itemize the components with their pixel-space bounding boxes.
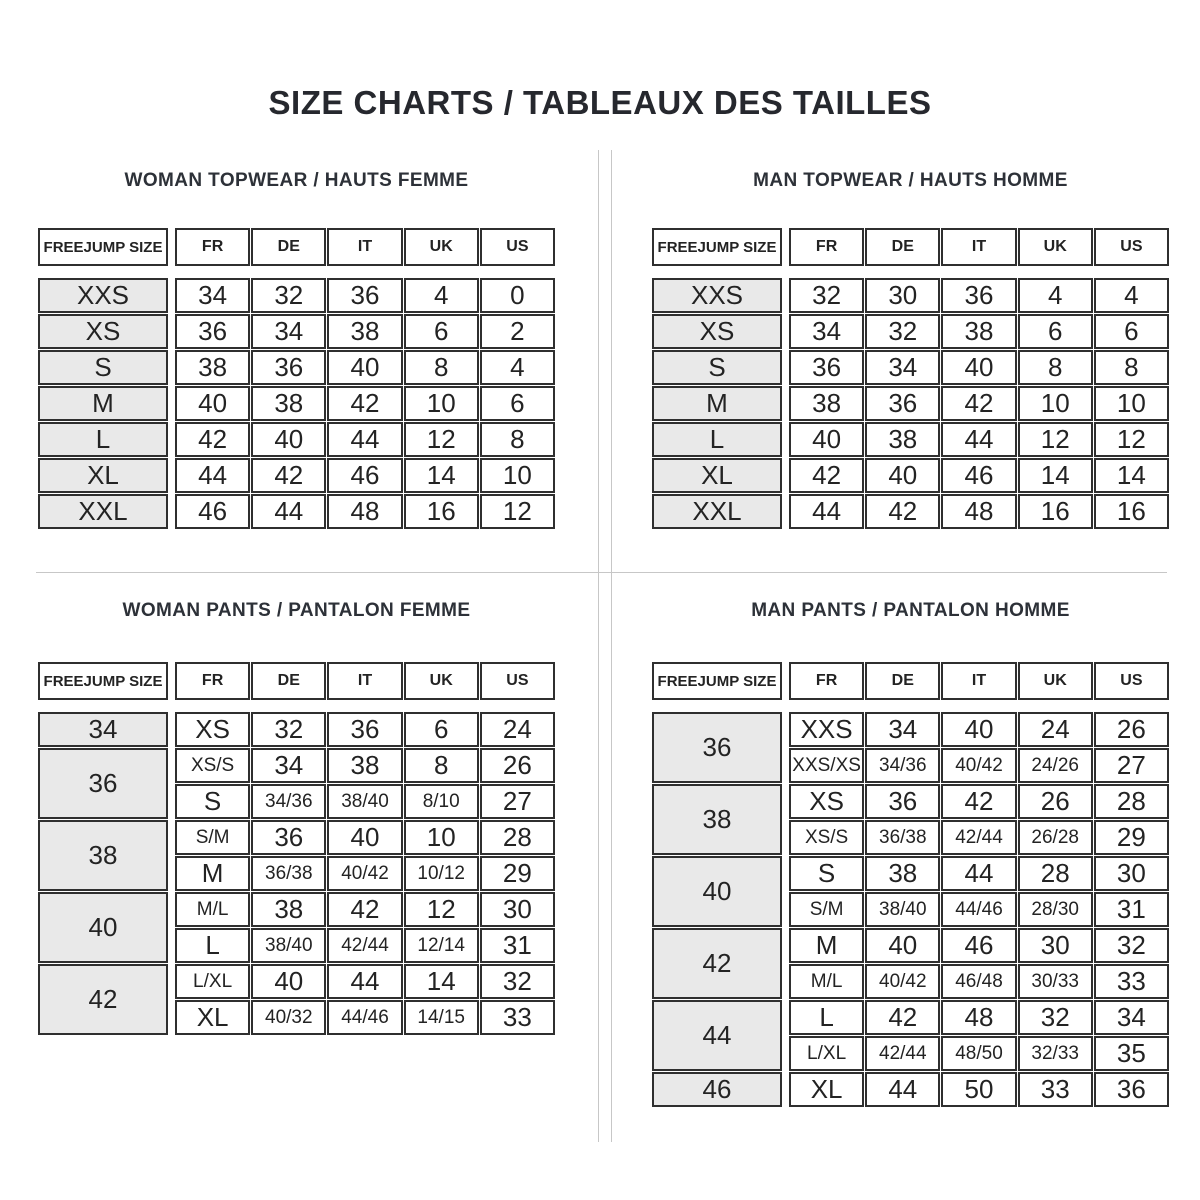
horizontal-divider bbox=[36, 572, 1167, 573]
table-cell: 8 bbox=[480, 422, 555, 457]
table-cell: 34 bbox=[251, 314, 326, 349]
size-table-man-topwear bbox=[652, 228, 1169, 529]
table-cell: 10 bbox=[404, 820, 479, 855]
section-man-topwear bbox=[652, 170, 1169, 529]
table-cell: 14 bbox=[404, 458, 479, 493]
table-body bbox=[175, 712, 555, 1035]
freejump-size-column bbox=[652, 278, 782, 529]
column-header-us: US bbox=[1094, 228, 1169, 266]
column-header-us: US bbox=[480, 228, 555, 266]
table-cell: 14 bbox=[404, 964, 479, 999]
column-header-us: US bbox=[1094, 662, 1169, 700]
table-cell: 16 bbox=[404, 494, 479, 529]
column-header-uk: UK bbox=[404, 228, 479, 266]
table-cell: 42/44 bbox=[941, 820, 1016, 855]
table-cell: 40 bbox=[789, 422, 864, 457]
table-cell: 34 bbox=[251, 748, 326, 783]
table-cell: 40/42 bbox=[865, 964, 940, 999]
table-cell: 40/32 bbox=[251, 1000, 326, 1035]
table-cell: 42/44 bbox=[865, 1036, 940, 1071]
column-header-de: DE bbox=[865, 662, 940, 700]
table-cell: 28/30 bbox=[1018, 892, 1093, 927]
table-cell: 10/12 bbox=[404, 856, 479, 891]
table-cell: 16 bbox=[1094, 494, 1169, 529]
table-cell: 12 bbox=[1094, 422, 1169, 457]
size-cell: M bbox=[38, 386, 168, 421]
table-cell: 44 bbox=[327, 422, 402, 457]
table-cell: 6 bbox=[404, 314, 479, 349]
table-cell: 33 bbox=[480, 1000, 555, 1035]
table-cell: 40 bbox=[865, 458, 940, 493]
vertical-divider-left bbox=[598, 150, 599, 1142]
size-cell: XXS bbox=[38, 278, 168, 313]
column-header-de: DE bbox=[251, 228, 326, 266]
table-cell: XL bbox=[789, 1072, 864, 1107]
table-cell: 14 bbox=[1018, 458, 1093, 493]
column-header-uk: UK bbox=[404, 662, 479, 700]
table-cell: 36 bbox=[327, 712, 402, 747]
section-woman-topwear bbox=[38, 170, 555, 529]
table-cell: 36 bbox=[175, 314, 250, 349]
table-cell: 44/46 bbox=[941, 892, 1016, 927]
table-cell: S/M bbox=[789, 892, 864, 927]
column-header-fr: FR bbox=[789, 662, 864, 700]
table-cell: 35 bbox=[1094, 1036, 1169, 1071]
column-header-it: IT bbox=[941, 228, 1016, 266]
table-cell: 31 bbox=[480, 928, 555, 963]
table-cell: 32 bbox=[789, 278, 864, 313]
table-cell: 38 bbox=[251, 386, 326, 421]
table-cell: 34/36 bbox=[251, 784, 326, 819]
table-cell: 29 bbox=[480, 856, 555, 891]
table-cell: 4 bbox=[480, 350, 555, 385]
table-cell: 6 bbox=[480, 386, 555, 421]
table-cell: 34 bbox=[175, 278, 250, 313]
freejump-size-column bbox=[38, 712, 168, 1035]
table-cell: 38 bbox=[941, 314, 1016, 349]
table-cell: M bbox=[789, 928, 864, 963]
table-cell: L/XL bbox=[789, 1036, 864, 1071]
table-cell: 10 bbox=[1094, 386, 1169, 421]
table-cell: 32/33 bbox=[1018, 1036, 1093, 1071]
table-cell: 38 bbox=[327, 748, 402, 783]
size-cell: L bbox=[38, 422, 168, 457]
table-cell: 36 bbox=[865, 386, 940, 421]
table-cell: 33 bbox=[1094, 964, 1169, 999]
size-cell: XL bbox=[38, 458, 168, 493]
table-cell: 4 bbox=[1018, 278, 1093, 313]
section-title-woman-pants: WOMAN PANTS / PANTALON FEMME bbox=[122, 600, 471, 621]
table-cell: 12 bbox=[404, 892, 479, 927]
table-cell: 44 bbox=[251, 494, 326, 529]
table-cell: 30 bbox=[480, 892, 555, 927]
table-cell: 42 bbox=[327, 386, 402, 421]
size-cell: 34 bbox=[38, 712, 168, 747]
size-cell: 46 bbox=[652, 1072, 782, 1107]
table-cell: 28 bbox=[1094, 784, 1169, 819]
table-cell: XS/S bbox=[789, 820, 864, 855]
freejump-size-header: FREEJUMP SIZE bbox=[652, 228, 782, 266]
table-cell: 36 bbox=[251, 820, 326, 855]
table-cell: S/M bbox=[175, 820, 250, 855]
table-cell: 38 bbox=[865, 856, 940, 891]
table-cell: M/L bbox=[175, 892, 250, 927]
size-cell: 42 bbox=[38, 964, 168, 1035]
table-cell: 42 bbox=[941, 386, 1016, 421]
table-cell: 46 bbox=[941, 458, 1016, 493]
table-cell: XS bbox=[789, 784, 864, 819]
table-cell: 12 bbox=[480, 494, 555, 529]
table-cell: 31 bbox=[1094, 892, 1169, 927]
table-cell: 44 bbox=[941, 856, 1016, 891]
table-cell: 24 bbox=[1018, 712, 1093, 747]
freejump-size-header: FREEJUMP SIZE bbox=[652, 662, 782, 700]
size-cell: S bbox=[38, 350, 168, 385]
section-title-woman-topwear: WOMAN TOPWEAR / HAUTS FEMME bbox=[124, 170, 469, 191]
table-cell: 36 bbox=[789, 350, 864, 385]
column-header-it: IT bbox=[941, 662, 1016, 700]
table-cell: 32 bbox=[865, 314, 940, 349]
table-cell: 10 bbox=[404, 386, 479, 421]
table-cell: 34 bbox=[865, 350, 940, 385]
table-cell: 32 bbox=[251, 712, 326, 747]
table-cell: 6 bbox=[1018, 314, 1093, 349]
table-cell: 34 bbox=[865, 712, 940, 747]
table-cell: 38 bbox=[175, 350, 250, 385]
table-cell: 42 bbox=[865, 494, 940, 529]
column-header-it: IT bbox=[327, 662, 402, 700]
table-cell: 40 bbox=[251, 422, 326, 457]
table-cell: 40 bbox=[941, 350, 1016, 385]
table-cell: 46 bbox=[941, 928, 1016, 963]
table-cell: 32 bbox=[1018, 1000, 1093, 1035]
table-cell: L/XL bbox=[175, 964, 250, 999]
table-cell: 32 bbox=[251, 278, 326, 313]
column-header-fr: FR bbox=[175, 662, 250, 700]
section-woman-pants bbox=[38, 600, 555, 1035]
table-cell: 4 bbox=[1094, 278, 1169, 313]
table-cell: 6 bbox=[1094, 314, 1169, 349]
table-cell: 10 bbox=[1018, 386, 1093, 421]
freejump-size-column bbox=[38, 278, 168, 529]
table-cell: XS bbox=[175, 712, 250, 747]
size-cell: XS bbox=[652, 314, 782, 349]
table-cell: 40 bbox=[251, 964, 326, 999]
size-cell: XL bbox=[652, 458, 782, 493]
size-cell: S bbox=[652, 350, 782, 385]
table-cell: 42 bbox=[327, 892, 402, 927]
table-cell: 36 bbox=[251, 350, 326, 385]
table-cell: 42/44 bbox=[327, 928, 402, 963]
table-cell: XXS bbox=[789, 712, 864, 747]
table-cell: 44 bbox=[789, 494, 864, 529]
table-cell: XL bbox=[175, 1000, 250, 1035]
table-cell: XXS/XS bbox=[789, 748, 864, 783]
table-cell: 32 bbox=[480, 964, 555, 999]
table-cell: 46 bbox=[175, 494, 250, 529]
table-cell: 26 bbox=[1018, 784, 1093, 819]
table-cell: 30 bbox=[1018, 928, 1093, 963]
table-cell: XS/S bbox=[175, 748, 250, 783]
column-header-row bbox=[175, 662, 555, 700]
table-cell: 27 bbox=[480, 784, 555, 819]
table-cell: 48 bbox=[327, 494, 402, 529]
column-header-row bbox=[175, 228, 555, 266]
table-cell: 2 bbox=[480, 314, 555, 349]
table-cell: 46 bbox=[327, 458, 402, 493]
table-cell: 8 bbox=[404, 350, 479, 385]
table-cell: 44 bbox=[175, 458, 250, 493]
column-header-uk: UK bbox=[1018, 662, 1093, 700]
size-cell: XXS bbox=[652, 278, 782, 313]
table-cell: 27 bbox=[1094, 748, 1169, 783]
table-cell: 38 bbox=[865, 422, 940, 457]
table-cell: 8/10 bbox=[404, 784, 479, 819]
table-cell: 16 bbox=[1018, 494, 1093, 529]
table-cell: S bbox=[175, 784, 250, 819]
table-cell: 38 bbox=[789, 386, 864, 421]
table-cell: 42 bbox=[941, 784, 1016, 819]
table-cell: 36 bbox=[865, 784, 940, 819]
table-cell: 29 bbox=[1094, 820, 1169, 855]
freejump-size-header: FREEJUMP SIZE bbox=[38, 228, 168, 266]
table-cell: 12 bbox=[404, 422, 479, 457]
size-cell: 40 bbox=[38, 892, 168, 963]
table-cell: 12/14 bbox=[404, 928, 479, 963]
table-cell: 40 bbox=[327, 820, 402, 855]
column-header-row bbox=[789, 228, 1169, 266]
table-cell: 40/42 bbox=[941, 748, 1016, 783]
size-cell: L bbox=[652, 422, 782, 457]
column-header-us: US bbox=[480, 662, 555, 700]
table-cell: 10 bbox=[480, 458, 555, 493]
table-cell: 38 bbox=[251, 892, 326, 927]
size-cell: 36 bbox=[38, 748, 168, 819]
table-cell: 46/48 bbox=[941, 964, 1016, 999]
table-cell: 26 bbox=[480, 748, 555, 783]
size-cell: 38 bbox=[652, 784, 782, 855]
table-cell: L bbox=[175, 928, 250, 963]
table-cell: 36 bbox=[327, 278, 402, 313]
table-cell: S bbox=[789, 856, 864, 891]
table-body bbox=[789, 712, 1169, 1107]
size-table-woman-pants bbox=[38, 662, 555, 1035]
table-cell: 44/46 bbox=[327, 1000, 402, 1035]
table-cell: M/L bbox=[789, 964, 864, 999]
column-header-de: DE bbox=[865, 228, 940, 266]
table-cell: 34 bbox=[789, 314, 864, 349]
column-header-it: IT bbox=[327, 228, 402, 266]
table-cell: 36/38 bbox=[865, 820, 940, 855]
table-cell: 40/42 bbox=[327, 856, 402, 891]
table-cell: 12 bbox=[1018, 422, 1093, 457]
freejump-size-header: FREEJUMP SIZE bbox=[38, 662, 168, 700]
table-cell: 38/40 bbox=[865, 892, 940, 927]
table-cell: 38/40 bbox=[251, 928, 326, 963]
table-cell: 24/26 bbox=[1018, 748, 1093, 783]
table-body bbox=[175, 278, 555, 529]
table-cell: M bbox=[175, 856, 250, 891]
column-header-fr: FR bbox=[789, 228, 864, 266]
table-cell: 28 bbox=[480, 820, 555, 855]
table-cell: 30/33 bbox=[1018, 964, 1093, 999]
size-table-man-pants bbox=[652, 662, 1169, 1107]
table-cell: 30 bbox=[1094, 856, 1169, 891]
table-cell: 30 bbox=[865, 278, 940, 313]
size-cell: XXL bbox=[652, 494, 782, 529]
section-title-man-topwear: MAN TOPWEAR / HAUTS HOMME bbox=[753, 170, 1068, 191]
table-cell: 28 bbox=[1018, 856, 1093, 891]
column-header-fr: FR bbox=[175, 228, 250, 266]
section-title-man-pants: MAN PANTS / PANTALON HOMME bbox=[751, 600, 1070, 621]
table-cell: 26/28 bbox=[1018, 820, 1093, 855]
size-cell: M bbox=[652, 386, 782, 421]
size-cell: 40 bbox=[652, 856, 782, 927]
size-cell: 38 bbox=[38, 820, 168, 891]
table-cell: 24 bbox=[480, 712, 555, 747]
table-cell: 38 bbox=[327, 314, 402, 349]
size-cell: XS bbox=[38, 314, 168, 349]
table-cell: 50 bbox=[941, 1072, 1016, 1107]
table-body bbox=[789, 278, 1169, 529]
page-title: SIZE CHARTS / TABLEAUX DES TAILLES bbox=[268, 84, 932, 121]
table-cell: 4 bbox=[404, 278, 479, 313]
size-cell: 44 bbox=[652, 1000, 782, 1071]
table-cell: 36 bbox=[1094, 1072, 1169, 1107]
table-cell: 40 bbox=[175, 386, 250, 421]
table-cell: 26 bbox=[1094, 712, 1169, 747]
table-cell: 44 bbox=[327, 964, 402, 999]
table-cell: 38/40 bbox=[327, 784, 402, 819]
section-man-pants bbox=[652, 600, 1169, 1107]
table-cell: 8 bbox=[404, 748, 479, 783]
table-cell: 34/36 bbox=[865, 748, 940, 783]
table-cell: 48 bbox=[941, 1000, 1016, 1035]
table-cell: 40 bbox=[865, 928, 940, 963]
size-cell: 42 bbox=[652, 928, 782, 999]
table-cell: 32 bbox=[1094, 928, 1169, 963]
table-cell: 8 bbox=[1094, 350, 1169, 385]
table-cell: 40 bbox=[941, 712, 1016, 747]
table-cell: L bbox=[789, 1000, 864, 1035]
table-cell: 14/15 bbox=[404, 1000, 479, 1035]
table-cell: 44 bbox=[941, 422, 1016, 457]
freejump-size-column bbox=[652, 712, 782, 1107]
table-cell: 8 bbox=[1018, 350, 1093, 385]
size-cell: XXL bbox=[38, 494, 168, 529]
table-cell: 42 bbox=[789, 458, 864, 493]
table-cell: 42 bbox=[175, 422, 250, 457]
column-header-row bbox=[789, 662, 1169, 700]
table-cell: 42 bbox=[251, 458, 326, 493]
table-cell: 6 bbox=[404, 712, 479, 747]
table-cell: 48 bbox=[941, 494, 1016, 529]
size-cell: 36 bbox=[652, 712, 782, 783]
table-cell: 0 bbox=[480, 278, 555, 313]
table-cell: 33 bbox=[1018, 1072, 1093, 1107]
column-header-de: DE bbox=[251, 662, 326, 700]
table-cell: 36/38 bbox=[251, 856, 326, 891]
table-cell: 44 bbox=[865, 1072, 940, 1107]
table-cell: 36 bbox=[941, 278, 1016, 313]
table-cell: 48/50 bbox=[941, 1036, 1016, 1071]
table-cell: 40 bbox=[327, 350, 402, 385]
table-cell: 42 bbox=[865, 1000, 940, 1035]
table-cell: 34 bbox=[1094, 1000, 1169, 1035]
column-header-uk: UK bbox=[1018, 228, 1093, 266]
table-cell: 14 bbox=[1094, 458, 1169, 493]
vertical-divider-right bbox=[611, 150, 612, 1142]
size-table-woman-topwear bbox=[38, 228, 555, 529]
